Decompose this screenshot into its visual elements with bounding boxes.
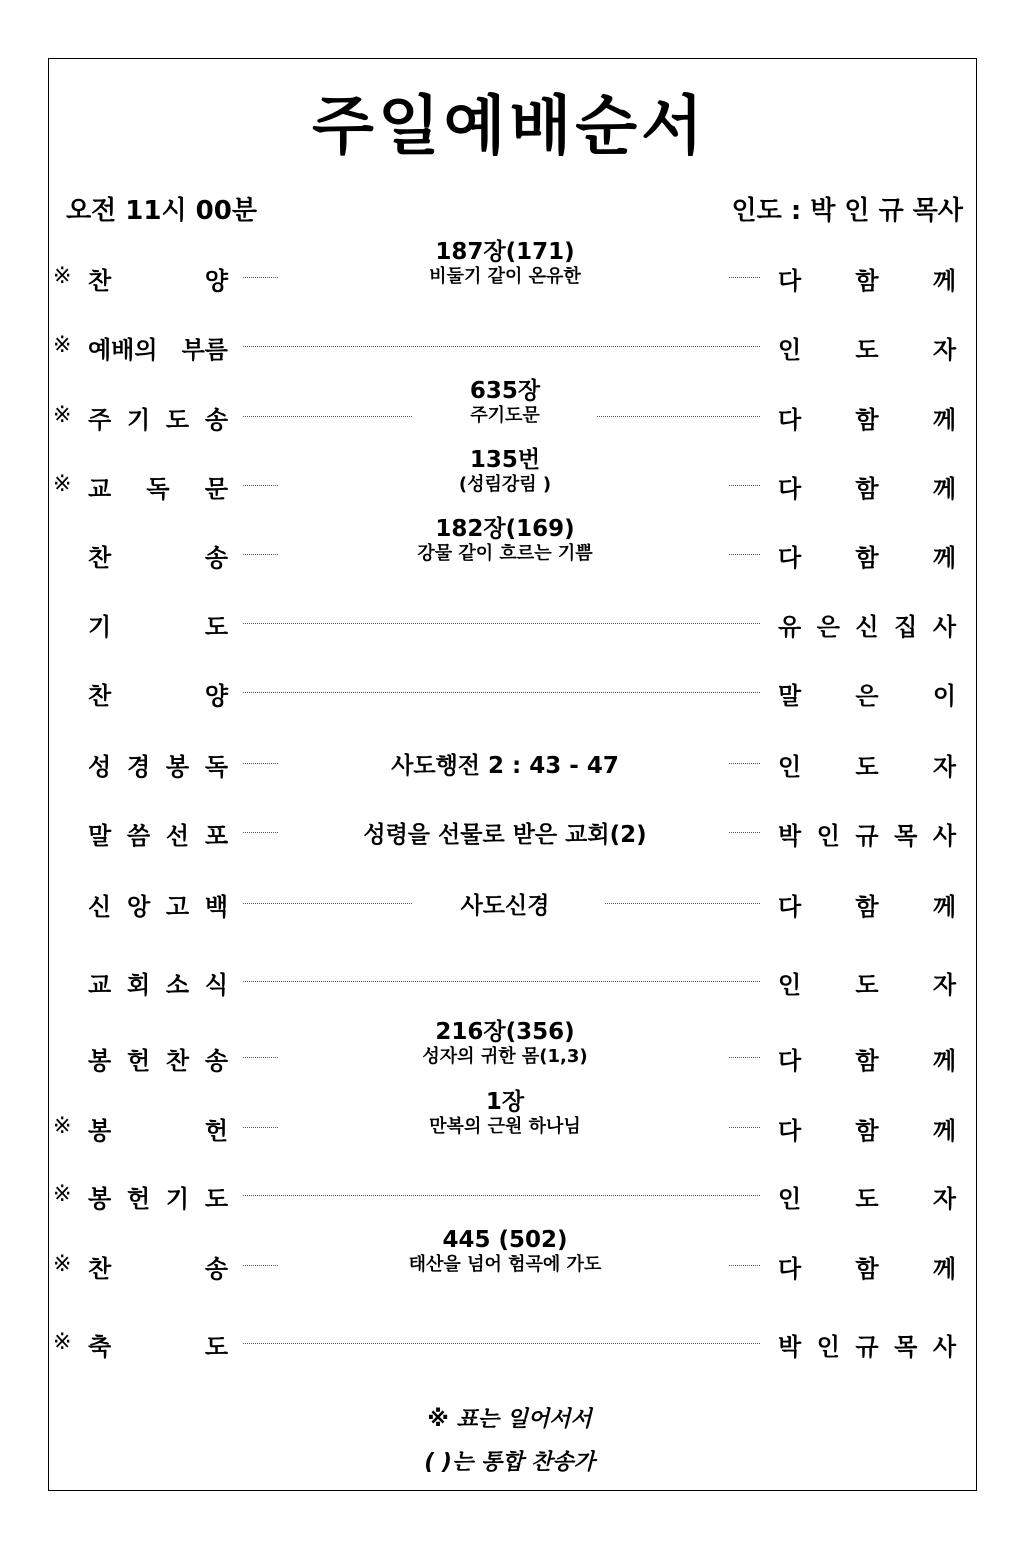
hymn-number: 182장(169) <box>435 516 575 542</box>
order-item-leader: 인 도 자 <box>778 336 956 364</box>
leader-dots <box>729 485 760 486</box>
order-item-label: 신 앙 고 백 <box>88 893 228 921</box>
order-item-leader: 박 인 규 목 사 <box>778 822 956 850</box>
order-item-label: 교 회 소 식 <box>88 971 228 999</box>
leader-dots <box>729 1265 760 1266</box>
footnote-hymnal: ( )는 통합 찬송가 <box>424 1450 595 1475</box>
order-item-leader: 다 함 께 <box>778 267 956 295</box>
hymn-number: 445 (502) <box>442 1227 568 1253</box>
hymn-title: 태산을 넘어 험곡에 가도 <box>408 1254 602 1275</box>
order-item-leader: 다 함 께 <box>778 893 956 921</box>
order-item-label: 찬 양 <box>88 267 228 295</box>
order-item-leader: 박 인 규 목 사 <box>778 1333 956 1361</box>
hymn-title: 만복의 근원 하나님 <box>429 1116 581 1137</box>
leader-dots <box>243 763 278 764</box>
order-item-label: 교 독 문 <box>88 475 228 503</box>
order-item-label: 축 도 <box>88 1333 228 1361</box>
order-item-leader: 말 은 이 <box>778 682 956 710</box>
hymn-reference <box>330 816 680 849</box>
order-item-label: 기 도 <box>88 613 228 641</box>
order-item-label: 찬 송 <box>88 1255 228 1283</box>
order-item-leader: 다 함 께 <box>778 1255 956 1283</box>
hymn-reference <box>330 447 680 496</box>
order-item-label: 성 경 봉 독 <box>88 753 228 781</box>
item-content: 사도신경 <box>460 893 550 919</box>
order-item-leader: 인 도 자 <box>778 971 956 999</box>
standing-mark: ※ <box>53 403 72 428</box>
standing-mark: ※ <box>53 1330 72 1355</box>
hymn-reference <box>330 1227 680 1276</box>
footnote-standing: ※ 표는 일어서서 <box>427 1407 592 1432</box>
service-time: 오전 11시 00분 <box>66 196 257 226</box>
service-leader: 인도 : 박 인 규 목사 <box>731 196 963 226</box>
standing-mark: ※ <box>53 264 72 289</box>
hymn-title: 성자의 귀한 몸(1,3) <box>422 1046 588 1067</box>
hymn-number: 1장 <box>485 1089 525 1115</box>
hymn-number: 216장(356) <box>435 1019 575 1045</box>
order-item-label: 예배의 부름 <box>88 336 228 364</box>
order-item-leader: 인 도 자 <box>778 753 956 781</box>
hymn-reference <box>330 516 680 565</box>
leader-dots <box>243 277 278 278</box>
standing-mark: ※ <box>53 1114 72 1139</box>
page-title: 주일예배순서 <box>312 90 707 164</box>
leader-dots <box>243 1265 278 1266</box>
hymn-reference <box>330 239 680 288</box>
leader-dots <box>243 554 278 555</box>
leader-dots <box>243 346 760 347</box>
leader-dots <box>729 832 760 833</box>
order-item-label: 말 씀 선 포 <box>88 822 228 850</box>
leader-dots <box>729 763 760 764</box>
leader-dots <box>729 277 760 278</box>
hymn-title: (성림강림 ) <box>458 474 552 495</box>
order-item-leader: 다 함 께 <box>778 1047 956 1075</box>
leader-dots <box>729 1127 760 1128</box>
leader-dots <box>243 485 278 486</box>
order-item-leader: 다 함 께 <box>778 1117 956 1145</box>
hymn-title: 강물 같이 흐르는 기쁨 <box>417 543 593 564</box>
hymn-number: 187장(171) <box>435 239 575 265</box>
order-item-label: 주 기 도 송 <box>88 406 228 434</box>
hymn-reference <box>330 887 680 920</box>
standing-mark: ※ <box>53 1182 72 1207</box>
order-item-leader: 다 함 께 <box>778 475 956 503</box>
order-item-label: 찬 양 <box>88 682 228 710</box>
order-item-label: 봉 헌 찬 송 <box>88 1047 228 1075</box>
hymn-title: 비둘기 같이 온유한 <box>429 266 581 287</box>
leader-dots <box>243 1195 760 1196</box>
hymn-number: 135번 <box>469 447 541 473</box>
leader-dots <box>243 1127 278 1128</box>
hymn-title: 주기도문 <box>470 405 540 426</box>
hymn-reference <box>330 1089 680 1138</box>
leader-dots <box>243 1057 278 1058</box>
standing-mark: ※ <box>53 472 72 497</box>
leader-dots <box>729 554 760 555</box>
order-item-label: 봉 헌 <box>88 1117 228 1145</box>
order-item-leader: 인 도 자 <box>778 1185 956 1213</box>
leader-dots <box>243 692 760 693</box>
hymn-reference <box>330 378 680 427</box>
standing-mark: ※ <box>53 333 72 358</box>
item-content: 사도행전 2 : 43 - 47 <box>391 753 619 779</box>
order-item-leader: 다 함 께 <box>778 406 956 434</box>
hymn-reference <box>330 1019 680 1068</box>
hymn-number: 635장 <box>469 378 541 404</box>
order-item-label: 봉 헌 기 도 <box>88 1185 228 1213</box>
order-item-label: 찬 송 <box>88 544 228 572</box>
leader-dots <box>243 981 760 982</box>
order-item-leader: 유 은 신 집 사 <box>778 613 956 641</box>
order-item-leader: 다 함 께 <box>778 544 956 572</box>
standing-mark: ※ <box>53 1252 72 1277</box>
leader-dots <box>243 623 760 624</box>
hymn-reference <box>330 747 680 780</box>
leader-dots <box>243 1343 760 1344</box>
leader-dots <box>729 1057 760 1058</box>
leader-dots <box>243 832 278 833</box>
item-content: 성령을 선물로 받은 교회(2) <box>363 822 647 848</box>
